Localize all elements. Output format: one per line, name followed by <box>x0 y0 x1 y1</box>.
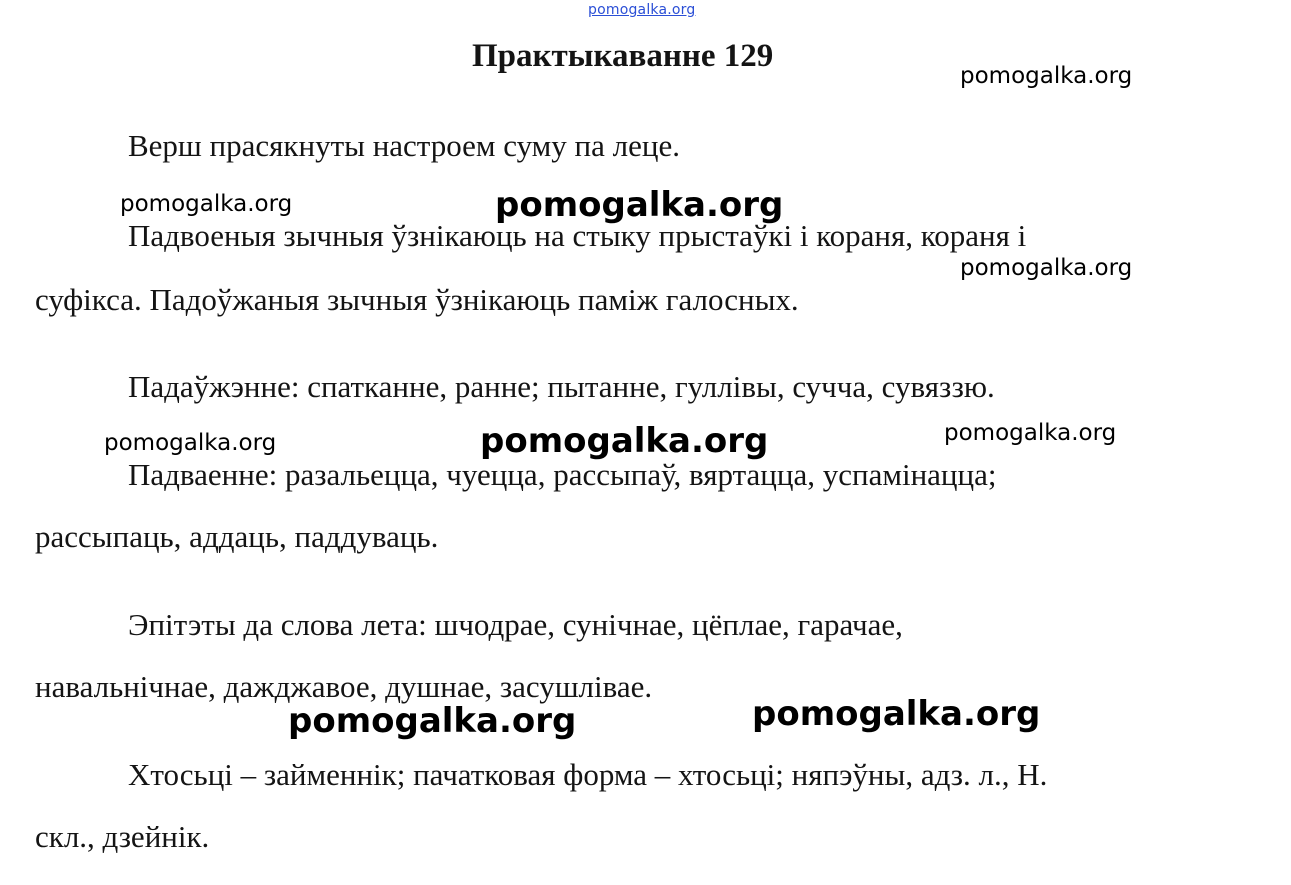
watermark: pomogalka.org <box>960 63 1133 89</box>
page-title: Практыкаванне 129 <box>472 38 774 74</box>
watermark: pomogalka.org <box>288 701 577 741</box>
paragraph-6-line-2: скл., дзейнік. <box>35 819 210 854</box>
site-link[interactable]: pomogalka.org <box>588 2 696 18</box>
watermark: pomogalka.org <box>495 185 784 225</box>
paragraph-4-line-1: Падваенне: разальецца, чуецца, рассыпаў, вяртацца, успамінацца; <box>128 457 997 492</box>
paragraph-5-line-2: навальнічнае, дажджавое, душнае, засушлівае. <box>35 669 653 704</box>
paragraph-1: Верш прасякнуты настроем суму па леце. <box>128 128 680 163</box>
watermark: pomogalka.org <box>960 255 1133 281</box>
paragraph-5-line-1: Эпітэты да слова лета: шчодрае, сунічнае, цёплае, гарачае, <box>128 607 903 642</box>
watermark: pomogalka.org <box>480 421 769 461</box>
paragraph-3: Падаўжэнне: спатканне, ранне; пытанне, гуллівы, сучча, сувяззю. <box>128 369 995 404</box>
watermark: pomogalka.org <box>104 430 277 456</box>
paragraph-4-line-2: рассыпаць, аддаць, паддуваць. <box>35 519 439 554</box>
watermark: pomogalka.org <box>944 420 1117 446</box>
watermark: pomogalka.org <box>752 694 1041 734</box>
paragraph-2-line-2: суфікса. Падоўжаныя зычныя ўзнікаюць паміж галосных. <box>35 282 799 317</box>
paragraph-2-line-1: Падвоеныя зычныя ўзнікаюць на стыку прыстаўкі і кораня, кораня і <box>128 218 1027 253</box>
paragraph-6-line-1: Хтосьці – займеннік; пачатковая форма – хтосьці; няпэўны, адз. л., Н. <box>128 757 1048 792</box>
watermark: pomogalka.org <box>120 191 293 217</box>
